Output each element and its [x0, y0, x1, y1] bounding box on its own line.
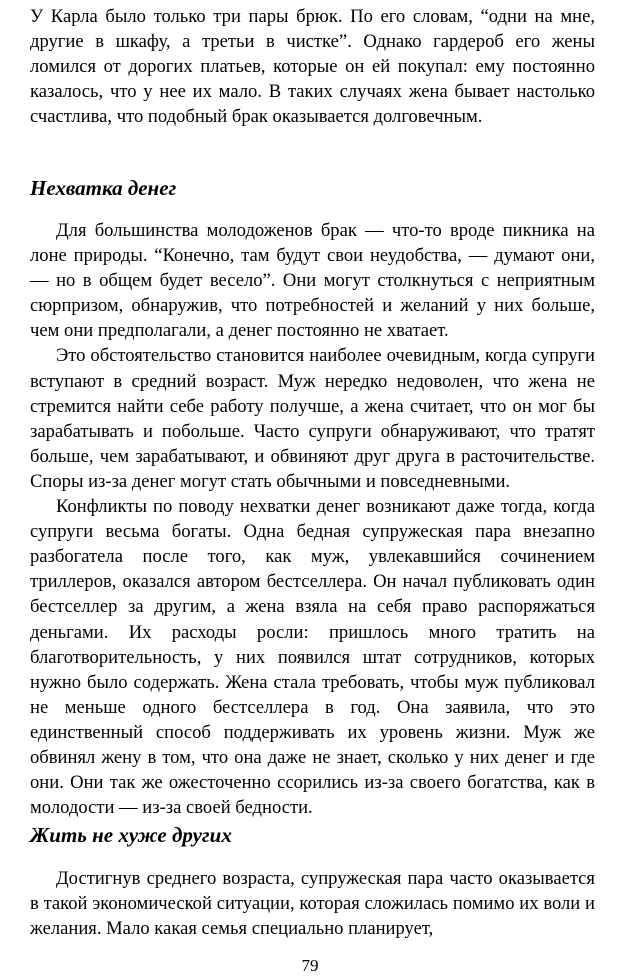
intro-paragraph: У Карла было только три пары брюк. По его словам, “одни на мне, другие в шкафу, а третьи в чистке”. Однако гардероб его жены ломился от дорогих платьев, которые он ей покупал: ему постоянно казалось, что у нее их мало. В таких случаях жена бывает настолько счастлива, что подобный брак оказывается долговечным. — [30, 6, 595, 128]
section-body-keeping-up — [30, 866, 595, 941]
section-heading-money-shortage: Нехватка денег — [30, 176, 177, 200]
section-heading-keeping-up: Жить не хуже других — [30, 823, 232, 847]
section-body-money-shortage — [30, 218, 595, 820]
paragraph: Конфликты по поводу нехватки денег возникают даже тогда, когда супруги весьма богаты. Одна бедная супружеская пара внезапно разбогатела после того, как муж, увлекавшийся сочинением триллеров, оказался автором бестселлера. Он начал публиковать один бестселлер за другим, а жена взяла на себя право распоряжаться деньгами. Их расходы росли: пришлось много тратить на благотворительность, у них появился штат сотрудников, которых нужно было содержать. Жена стала требовать, чтобы муж публиковал не меньше одного бестселлера в год. Она заявила, что это единственный способ поддерживать их уровень жизни. Муж же обвинял жену в том, что она даже не знает, сколько у них денег и где они. Они так же ожесточенно ссорились из-за своего богатства, как в молодости — из-за своей бедности. — [30, 496, 595, 819]
paragraph: Достигнув среднего возраста, супружеская пара часто оказывается в такой экономической ситуации, которая сложилась помимо их воли и желания. Мало какая семья специально планирует, — [30, 868, 595, 940]
paragraph: Для большинства молодоженов брак — что-то вроде пикника на лоне природы. “Конечно, там будут свои неудобства, — думают они, — но в общем будет весело”. Они могут столкнуться с неприятным сюрпризом, обнаружив, что потребностей и желаний у них больше, чем они предполагали, а денег постоянно не хватает. — [30, 220, 595, 342]
paragraph: Это обстоятельство становится наиболее очевидным, когда супруги вступают в средний возраст. Муж нередко недоволен, что жена не стремится найти себе работу получше, а жена считает, что он мог бы зарабатывать и побольше. Часто супруги обнаруживают, что тратят больше, чем зарабатывают, и обвиняют друг друга в расточительстве. Споры из-за денег могут стать обычными и повседневными. — [30, 345, 595, 492]
page-number: 79 — [301, 956, 319, 975]
intro-text — [30, 4, 595, 129]
